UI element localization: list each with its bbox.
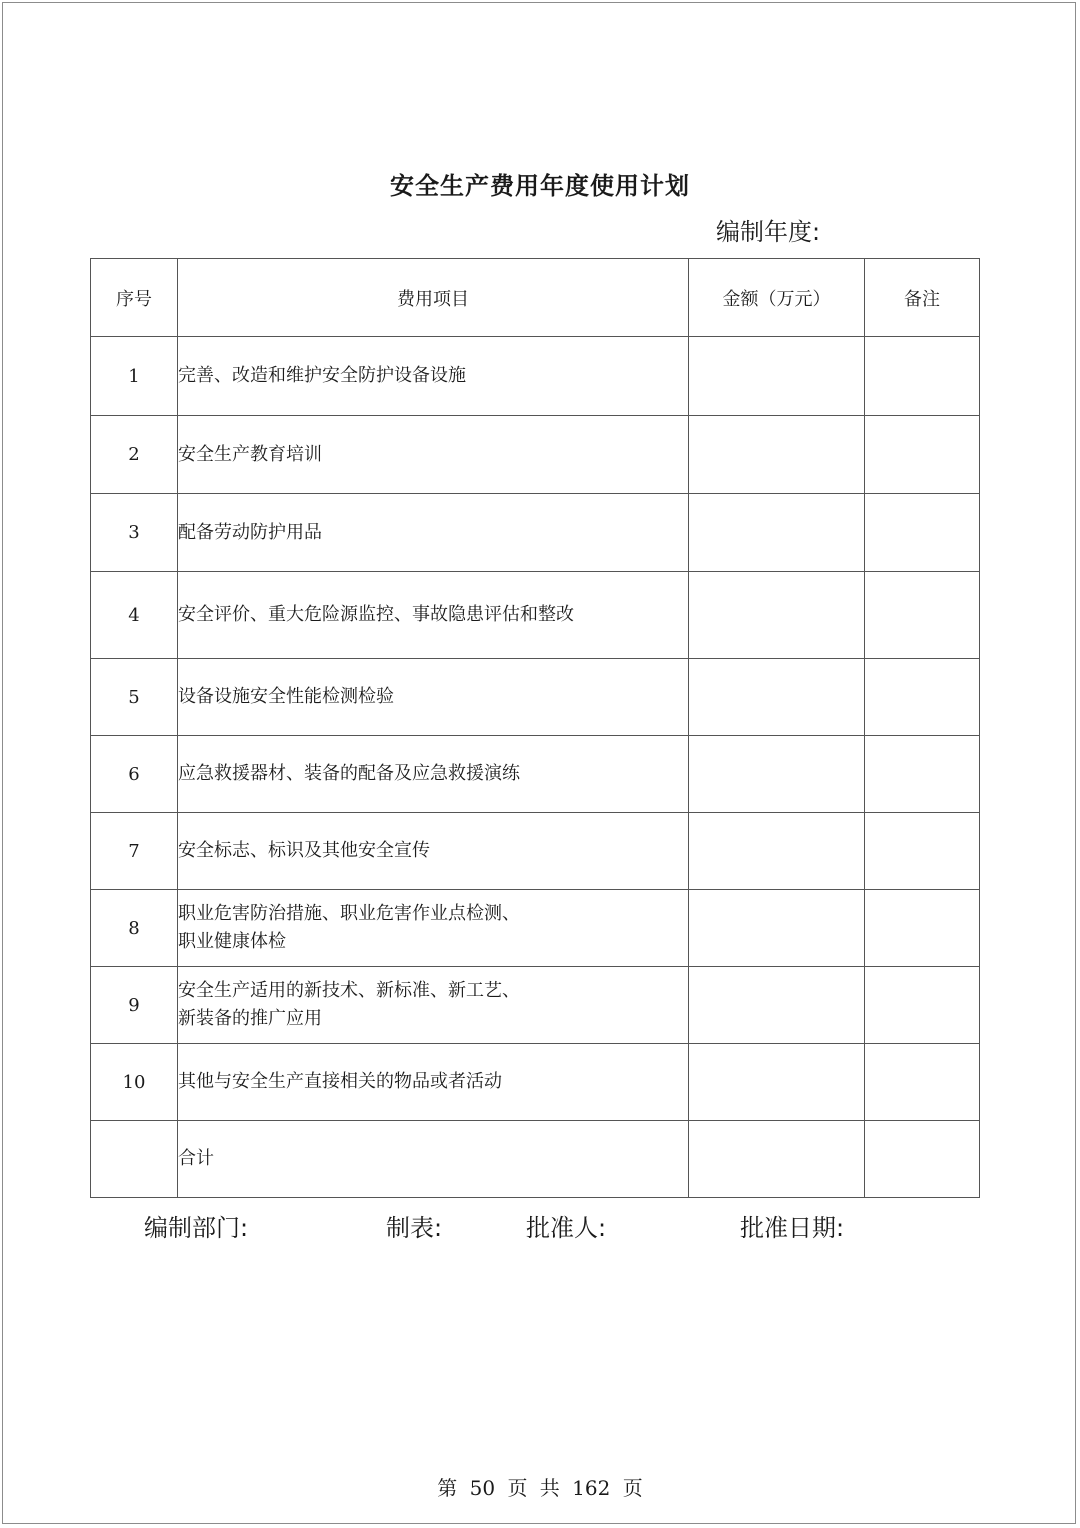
department-label: 编制部门: [144,1214,249,1242]
table-row [91,416,980,494]
row-index: 9 [91,967,178,1044]
document-title: 安全生产费用年度使用计划 [390,172,690,200]
row-amount [689,1044,865,1121]
row-index: 10 [91,1044,178,1121]
page-number: 第 50 页 共 162 页 [437,1476,643,1500]
row-item: 安全生产适用的新技术、新标准、新工艺、 新装备的推广应用 [178,967,689,1044]
row-remark [865,659,980,736]
preparer-label: 制表: [386,1214,443,1242]
row-index: 8 [91,890,178,967]
row-index: 3 [91,494,178,572]
row-remark [865,890,980,967]
row-amount [689,813,865,890]
table-row [91,1044,980,1121]
row-amount [689,494,865,572]
row-remark [865,494,980,572]
row-amount [689,1121,865,1198]
row-index: 6 [91,736,178,813]
table-row [91,337,980,416]
table-row [91,736,980,813]
table-row [91,967,980,1044]
row-remark [865,1044,980,1121]
table-row [91,494,980,572]
row-index: 7 [91,813,178,890]
row-index: 5 [91,659,178,736]
approval-date-label: 批准日期: [740,1214,845,1242]
table-row [91,890,980,967]
row-amount [689,337,865,416]
row-index: 2 [91,416,178,494]
row-index: 4 [91,572,178,659]
row-item: 合计 [178,1121,689,1198]
header-amount: 金额（万元） [689,259,865,337]
table-row [91,572,980,659]
table-row [91,659,980,736]
row-amount [689,572,865,659]
row-item: 设备设施安全性能检测检验 [178,659,689,736]
row-item: 应急救援器材、装备的配备及应急救援演练 [178,736,689,813]
approver-label: 批准人: [526,1214,607,1242]
row-item: 职业危害防治措施、职业危害作业点检测、 职业健康体检 [178,890,689,967]
row-remark [865,813,980,890]
row-remark [865,416,980,494]
table-header-row [91,259,980,337]
row-amount [689,736,865,813]
expense-plan-table [90,258,980,1198]
header-item: 费用项目 [178,259,689,337]
row-remark [865,967,980,1044]
row-item: 其他与安全生产直接相关的物品或者活动 [178,1044,689,1121]
row-amount [689,659,865,736]
row-remark [865,572,980,659]
row-remark [865,736,980,813]
row-item: 配备劳动防护用品 [178,494,689,572]
row-index [91,1121,178,1198]
row-amount [689,890,865,967]
row-item: 安全标志、标识及其他安全宣传 [178,813,689,890]
row-remark [865,337,980,416]
row-amount [689,416,865,494]
row-item: 安全评价、重大危险源监控、事故隐患评估和整改 [178,572,689,659]
header-remark: 备注 [865,259,980,337]
row-remark [865,1121,980,1198]
row-amount [689,967,865,1044]
compile-year-label: 编制年度: [716,218,821,246]
header-index: 序号 [91,259,178,337]
row-item: 安全生产教育培训 [178,416,689,494]
row-item: 完善、改造和维护安全防护设备设施 [178,337,689,416]
row-index: 1 [91,337,178,416]
table-row [91,813,980,890]
table-row-total [91,1121,980,1198]
